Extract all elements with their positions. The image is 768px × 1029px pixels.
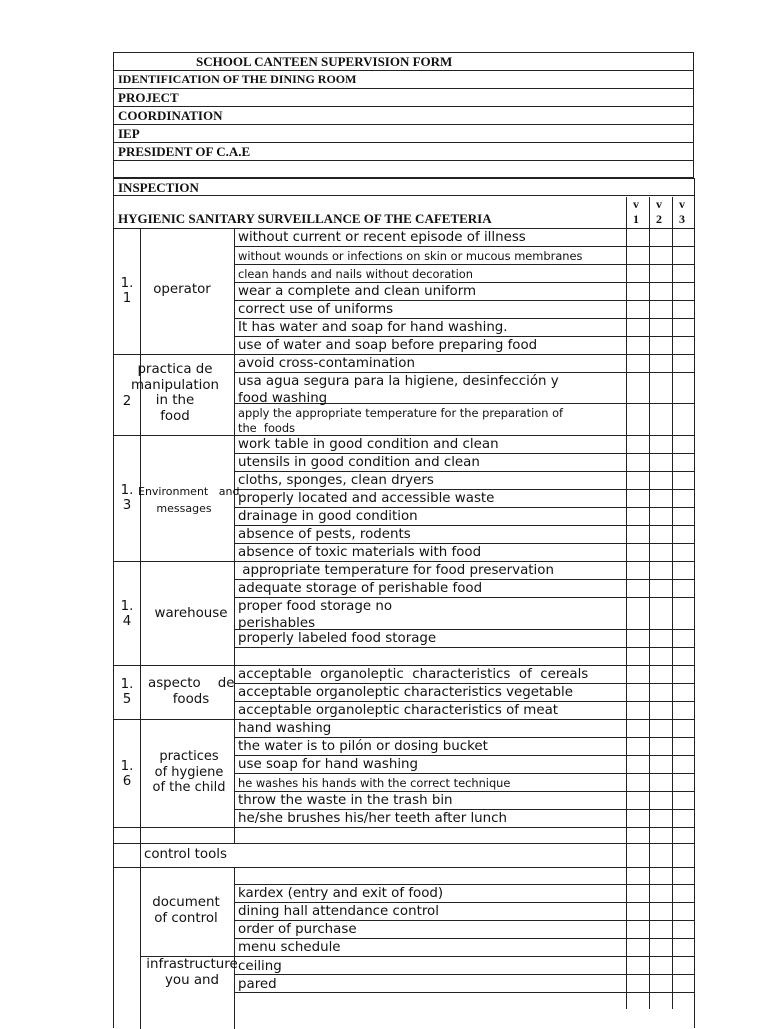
item-6-2: the water is to pilón or dosing bucket bbox=[238, 739, 488, 754]
section-number-6: 1. 6 bbox=[120, 759, 134, 789]
grid-line bbox=[140, 228, 141, 354]
grid-line bbox=[234, 719, 235, 827]
grid-line bbox=[234, 647, 694, 648]
item-5-2: acceptable organoleptic characteristics vegetable bbox=[238, 685, 573, 700]
item-6-3: use soap for hand washing bbox=[238, 757, 419, 772]
grid-line bbox=[234, 246, 694, 247]
visit-header-number-2: 2 bbox=[656, 212, 662, 226]
item-4-3: proper food storage no perishables bbox=[238, 599, 393, 631]
grid-line bbox=[114, 195, 694, 196]
grid-line bbox=[234, 956, 694, 957]
form-title: SCHOOL CANTEEN SUPERVISION FORM bbox=[114, 53, 693, 71]
item-3-1: work table in good condition and clean bbox=[238, 437, 499, 452]
section-label-2: practica de manipulation in the food bbox=[130, 362, 220, 424]
item-2-3: apply the appropriate temperature for the preparation of the foods bbox=[238, 406, 564, 435]
item-2-2: usa agua segura para la higiene, desinfección y food washing bbox=[238, 374, 559, 406]
section-label-6: practices of hygiene of the child bbox=[152, 749, 226, 795]
item-3-6: absence of pests, rodents bbox=[238, 527, 411, 542]
grid-line bbox=[140, 665, 141, 719]
item-3-7: absence of toxic materials with food bbox=[238, 545, 482, 560]
item-1-1: without current or recent episode of illness bbox=[238, 230, 526, 245]
field-coordination: COORDINATION bbox=[114, 107, 693, 125]
item-1-2: without wounds or infections on skin or mucous membranes bbox=[238, 249, 583, 263]
item-5-3: acceptable organoleptic characteristics of meat bbox=[238, 703, 559, 718]
section-number-4: 1. 4 bbox=[120, 599, 134, 629]
grid-line bbox=[114, 827, 694, 828]
grid-line bbox=[114, 867, 694, 868]
item-3-4: properly located and accessible waste bbox=[238, 491, 495, 506]
inspection-label: INSPECTION bbox=[118, 180, 199, 195]
grid-line bbox=[234, 264, 694, 265]
grid-line bbox=[234, 561, 235, 665]
item-5-1: acceptable organoleptic characteristics of cereals bbox=[238, 667, 589, 682]
item-6-5: throw the waste in the trash bin bbox=[238, 793, 453, 808]
item-4-4: properly labeled food storage bbox=[238, 631, 437, 646]
section-label-3: Environment and messages bbox=[138, 485, 240, 515]
grid-line bbox=[234, 773, 694, 774]
field-iep: IEP bbox=[114, 125, 693, 143]
header-spacer bbox=[114, 161, 693, 178]
item-1-4: wear a complete and clean uniform bbox=[238, 284, 477, 299]
item-1-3: clean hands and nails without decoration bbox=[238, 267, 473, 281]
item-6-4: he washes his hands with the correct technique bbox=[238, 776, 511, 790]
visit-header-3: v bbox=[679, 197, 685, 211]
doc-control-item-2: dining hall attendance control bbox=[238, 904, 439, 919]
section-label-5: aspecto de foods bbox=[148, 676, 235, 707]
surveillance-label: HYGIENIC SANITARY SURVEILLANCE OF THE CAFETERIA bbox=[118, 211, 492, 226]
item-2-1: avoid cross-contamination bbox=[238, 356, 415, 371]
grid-line bbox=[234, 974, 694, 975]
field-dining-room: IDENTIFICATION OF THE DINING ROOM bbox=[114, 71, 693, 89]
item-4-1: appropriate temperature for food preservation bbox=[238, 563, 554, 578]
item-3-5: drainage in good condition bbox=[238, 509, 418, 524]
grid-line bbox=[234, 867, 235, 1029]
grid-line bbox=[234, 992, 694, 993]
section-label-4: warehouse bbox=[154, 606, 228, 621]
form-header bbox=[113, 52, 694, 178]
visit-header-2: v bbox=[656, 197, 662, 211]
visit-header-1: v bbox=[633, 197, 639, 211]
section-number-1: 1. 1 bbox=[120, 276, 134, 306]
item-3-2: utensils in good condition and clean bbox=[238, 455, 480, 470]
grid-line bbox=[140, 827, 141, 843]
doc-control-item-1: kardex (entry and exit of food) bbox=[238, 886, 444, 901]
grid-line bbox=[234, 435, 235, 561]
section-number-3: 1. 3 bbox=[120, 483, 134, 513]
grid-line bbox=[234, 665, 235, 719]
grid-line bbox=[234, 354, 235, 435]
section-number-2: 2 bbox=[122, 394, 132, 409]
section-number-5: 1. 5 bbox=[120, 677, 134, 707]
item-6-6: he/she brushes his/her teeth after lunch bbox=[238, 811, 508, 826]
item-4-2: adequate storage of perishable food bbox=[238, 581, 483, 596]
grid-line bbox=[140, 867, 141, 1029]
item-1-5: correct use of uniforms bbox=[238, 302, 394, 317]
field-project: PROJECT bbox=[114, 89, 693, 107]
grid-line bbox=[114, 719, 694, 720]
control-tools-label: control tools bbox=[144, 847, 228, 862]
infrastructure-label: infrastructure you and bbox=[146, 957, 238, 988]
infra-item-2: pared bbox=[238, 977, 277, 992]
field-president: PRESIDENT OF C.A.E bbox=[114, 143, 693, 161]
doc-control-item-4: menu schedule bbox=[238, 940, 341, 955]
grid-line bbox=[234, 228, 235, 354]
inspection-table bbox=[113, 178, 695, 1028]
item-1-7: use of water and soap before preparing food bbox=[238, 338, 538, 353]
grid-line bbox=[140, 719, 141, 827]
visit-header-number-1: 1 bbox=[633, 212, 639, 226]
grid-line bbox=[140, 843, 141, 867]
infra-item-1: ceiling bbox=[238, 959, 282, 974]
grid-line bbox=[234, 827, 235, 843]
section-label-1: operator bbox=[153, 282, 211, 297]
visit-header-number-3: 3 bbox=[679, 212, 685, 226]
doc-control-item-3: order of purchase bbox=[238, 922, 357, 937]
item-1-6: It has water and soap for hand washing. bbox=[238, 320, 508, 335]
item-3-3: cloths, sponges, clean dryers bbox=[238, 473, 434, 488]
doc-control-label: document of control bbox=[152, 895, 220, 926]
item-6-1: hand washing bbox=[238, 721, 332, 736]
grid-line bbox=[114, 843, 694, 844]
grid-line bbox=[140, 561, 141, 665]
